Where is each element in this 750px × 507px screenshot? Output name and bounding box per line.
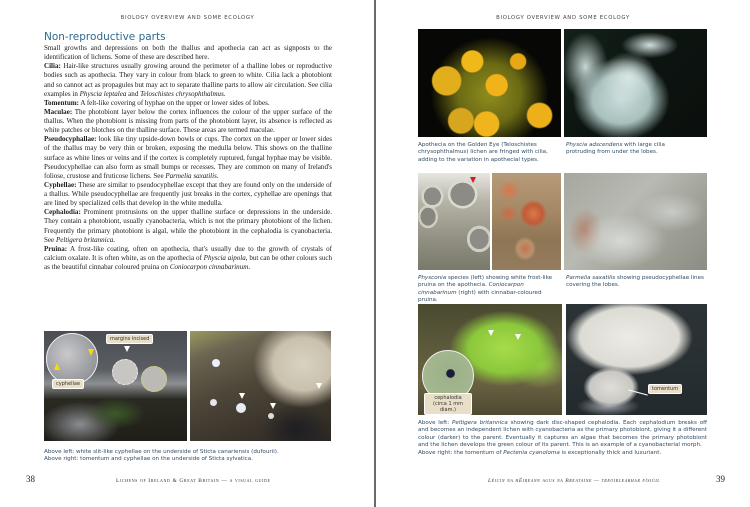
cyphellae-inset bbox=[46, 333, 98, 385]
footer-left: Lichens of Ireland & Great Britain — a visual guide bbox=[116, 478, 271, 484]
footer-right: Léicin na hÉireann agus na Breataine — treoirleabhar físiúil bbox=[488, 478, 661, 484]
white-dot bbox=[212, 359, 220, 367]
incised-lobe-circle bbox=[112, 359, 138, 385]
tomentum-label: tomentum bbox=[648, 384, 682, 394]
running-head-left: BIOLOGY OVERVIEW AND SOME ECOLOGY bbox=[120, 15, 255, 21]
arrow-line-icon bbox=[628, 389, 648, 395]
physconia-coniocarpon-caption: Physconia species (left) showing white frost-like pruina on the apothecia. Coniocarpon cinnabarinum (right) with cinnabar-coloured pruina. bbox=[418, 275, 553, 304]
page-number-right: 39 bbox=[716, 474, 725, 484]
parmelia-saxatilis-photo bbox=[564, 173, 707, 270]
tomentum-paragraph: Tomentum: A felt-like covering of hyphae on the upper or lower sides of lobes. bbox=[44, 98, 270, 107]
sticta-canariensis-photo bbox=[44, 331, 187, 441]
intro-paragraph: Small growths and depressions on both the thallus and apothecia can act as signposts to the identification of lichens. Some of these are described here. bbox=[44, 44, 332, 62]
cephalodia-label: cephalodia (circa 1 mm diam.) bbox=[424, 393, 472, 415]
sticta-sylvatica-photo bbox=[190, 331, 331, 441]
physcia-adscendens-photo bbox=[564, 29, 707, 137]
page-number-left: 38 bbox=[26, 474, 35, 484]
yellow-arrow-down-icon bbox=[88, 349, 94, 356]
body-text bbox=[44, 44, 332, 272]
yellow-arrow-up-icon bbox=[54, 363, 60, 370]
right-page bbox=[376, 0, 750, 507]
cyphellae-paragraph: Cyphellae: These are similar to pseudocyphellae except that they are found only on the underside of a thallus. While pseudocyphellae are frequently just breaks in the cortex, cyphellae are openings that are lined by specialized cells that develop in the white medulla. bbox=[44, 180, 332, 208]
physcia-adscendens-caption: Physcia adscendens with large cilia protruding from under the lobes. bbox=[566, 142, 665, 156]
golden-eye-photo bbox=[418, 29, 561, 137]
parmelia-saxatilis-caption: Parmelia saxatilis showing pseudocyphellae lines covering the lobes. bbox=[566, 275, 704, 289]
physconia-photo bbox=[418, 173, 490, 270]
white-arrow-down-icon bbox=[124, 346, 130, 352]
red-arrow-down-icon bbox=[470, 177, 476, 183]
running-head-right: BIOLOGY OVERVIEW AND SOME ECOLOGY bbox=[496, 15, 630, 21]
left-page-caption: Above left: white slit-like cyphellae on the underside of Sticta canariensis (dufourii). Above right: tomentum and cyphellae on the underside of Sticta sylvatica. bbox=[44, 449, 279, 463]
peltigera-britannica-photo bbox=[418, 304, 562, 415]
cephalodia-paragraph: Cephalodia: Prominent protrusions on the upper thalline surface or depressions in the underside. They contain a photobiont, usually cyanobacteria, which is not the primary photobiont of the lichen. Frequently the primary photobiont is algal, while the photobiont in the cephalodia is cyanobacteria. See Peltigera britannica. bbox=[44, 208, 332, 244]
white-arrow-down-icon bbox=[239, 393, 245, 399]
white-dot bbox=[268, 413, 274, 419]
golden-eye-caption: Apothecia on the Golden Eye (Teloschistes chrysophthalmus) lichen are fringed with cilia, adding to the variation in apothecial types. bbox=[418, 142, 548, 163]
white-arrow-down-icon bbox=[515, 334, 521, 340]
pseudocyphellae-paragraph: Pseudocyphallae: look like tiny upside-down bowls or cups. The cortex on the upper or lower sides of the thallus may be very thin or broken, exposing the medulla below. This shows on the thalline surface as white lines or veins and if the cortex is completely ruptured, fungal hyphae may be visible. Pseudocyphellae can also form as small bumps or recesses. They are common on many of Ireland's foliose, crustose and fruticose lichens. See Parmelia saxatilis. bbox=[44, 135, 332, 180]
margins-incised-label: margins incised bbox=[106, 334, 153, 344]
white-arrow-down-icon bbox=[488, 330, 494, 336]
white-dot bbox=[236, 403, 246, 413]
white-arrow-down-icon bbox=[316, 383, 322, 389]
cilia-paragraph: Cilia: Hair-like structures usually growing around the perimeter of a thalline lobes or reproductive bodies such as apothecia. They vary in colour from black to green to white. Cilia lack a photobiont and so cannot act as propagules but may act to separate thalline parts to allow air circulation. See cilia examples in Physcia leptalea and Teloschistes chrysophthalmus. bbox=[44, 62, 332, 98]
coniocarpon-photo bbox=[492, 173, 561, 270]
maculae-paragraph: Maculae: The photobiont layer below the cortex influences the colour of the upper surface of the thallus. When the photobiont is missing from parts of the photobiont layer, its absence is reflected as white patches or blotches on the thalline surface. These areas are termed maculae. bbox=[44, 107, 332, 135]
section-title: Non-reproductive parts bbox=[44, 31, 166, 43]
cyphellae-label: cyphellae bbox=[52, 379, 84, 389]
white-dot bbox=[210, 399, 217, 406]
pectenia-cyanoloma-photo bbox=[566, 304, 707, 415]
peltigera-pectenia-caption: Above left: Peltigera britannica showing dark disc-shaped cephalodia. Each cephalodium breaks off and becomes an independent lichen with cyanobacteria as the primary photobiont, giving it a different colour (darker) to the parent. Eventually it captures an algae that becomes the primary photobiont and the lichen develops the green colour of its parent. This is an example of a cyanobacterial morph. Above right: the tomentum of Pectenia cyanoloma is exceptionally thick and luxuriant. bbox=[418, 420, 707, 456]
pruina-paragraph: Pruina: A frost-like coating, often on apothecia, that's usually due to the growth of crystals of calcium oxalate. It is often white, as on the apothecia of Physcia aipola, but can be other colours such as the beautiful cinnabar coloured pruina on Coniocarpon cinnabarinum. bbox=[44, 244, 332, 271]
dashed-circle bbox=[141, 366, 167, 392]
white-arrow-down-icon bbox=[270, 403, 276, 409]
